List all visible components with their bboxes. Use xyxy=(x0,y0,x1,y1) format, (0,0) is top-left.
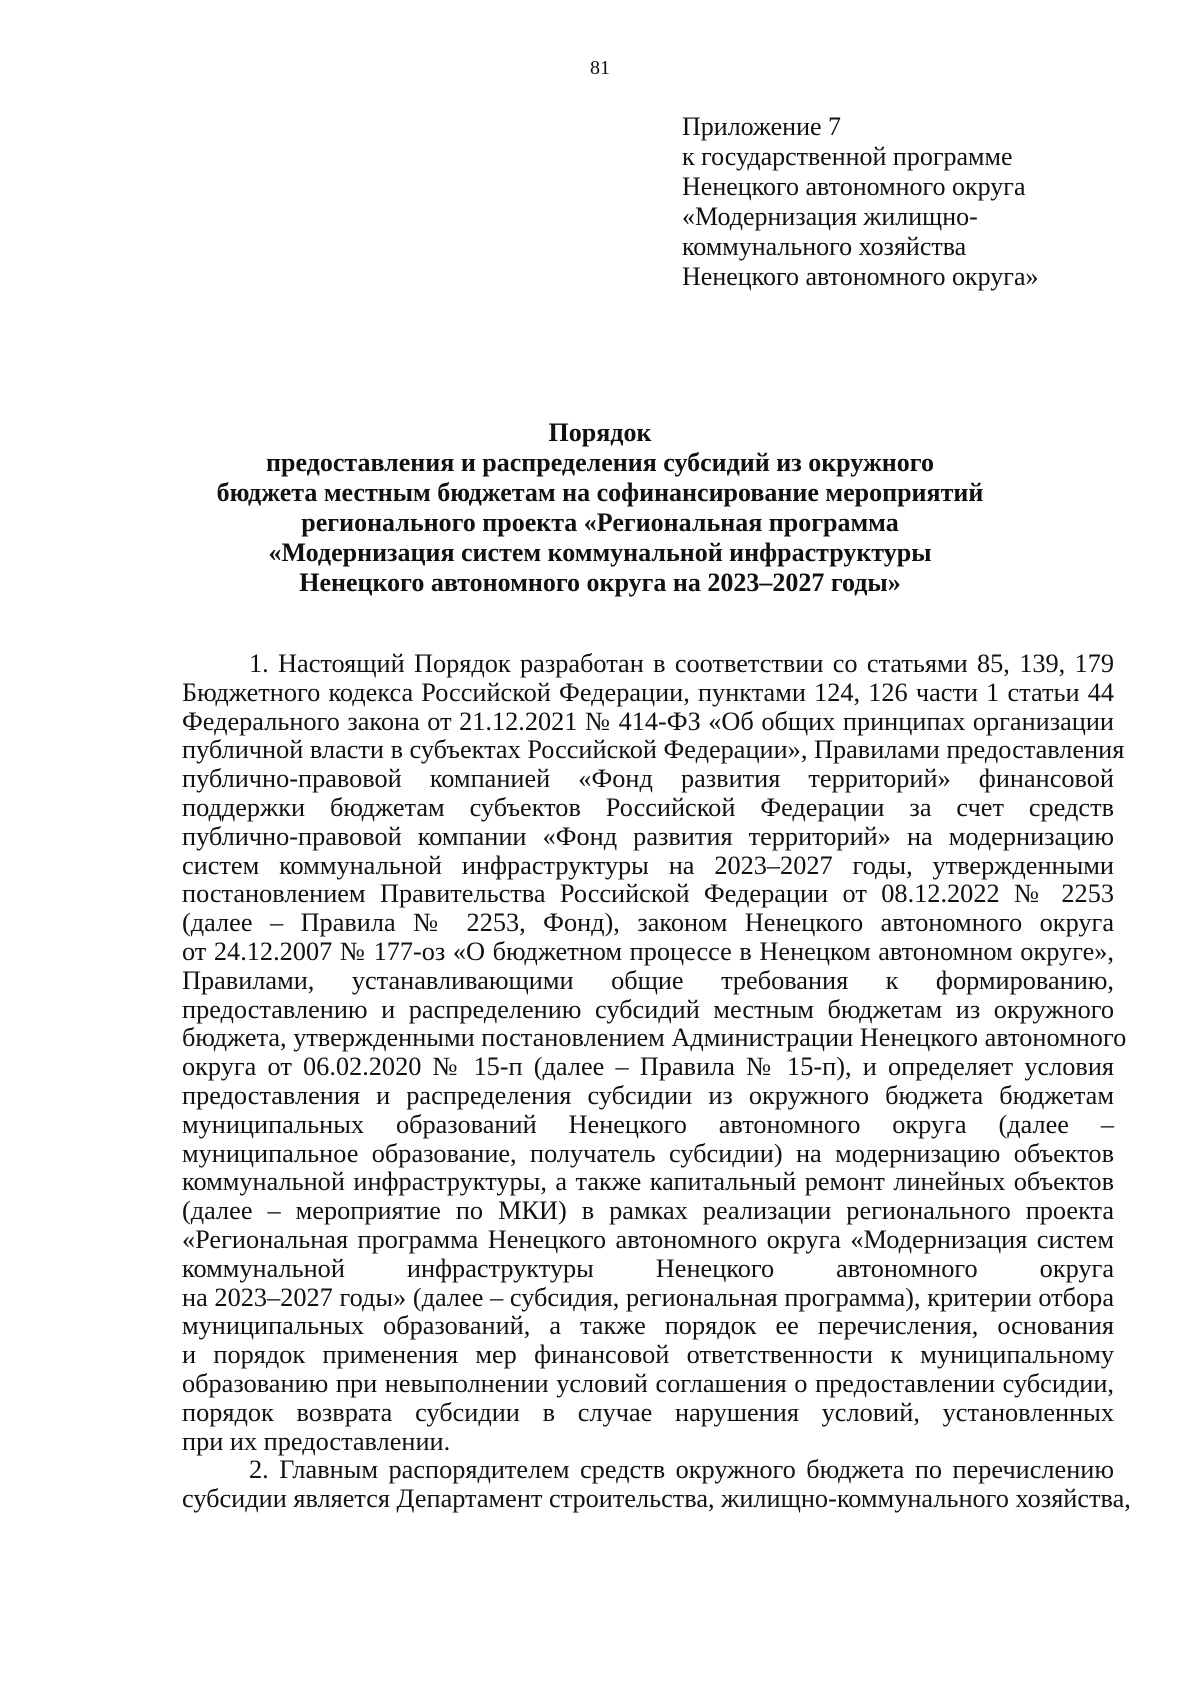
paragraph-line: при их предоставлении. xyxy=(182,1426,451,1456)
appendix-line: Приложение 7 xyxy=(682,112,842,141)
paragraph-line: коммунальной инфраструктуры, а также капитальный ремонт линейных объектов xyxy=(182,1167,1114,1197)
paragraph-line: муниципальных образований, а также порядок ее перечисления, основания xyxy=(182,1311,1114,1341)
title-line: Ненецкого автономного округа на 2023–2027 годы» xyxy=(299,568,901,597)
paragraph-line: коммунальной инфраструктуры Ненецкого автономного округа xyxy=(182,1253,1114,1283)
paragraph-line: постановлением Правительства Российской Федерации от 08.12.2022 № 2253 xyxy=(182,879,1114,909)
document-body xyxy=(182,649,1131,1514)
paragraph-line: образованию при невыполнении условий соглашения о предоставлении субсидии, xyxy=(182,1368,1114,1398)
paragraph-line: «Региональная программа Ненецкого автономного округа «Модернизация систем xyxy=(182,1224,1114,1254)
paragraph-line: порядок возврата субсидии в случае нарушения условий, установленных xyxy=(182,1397,1114,1427)
appendix-line: коммунального хозяйства xyxy=(682,232,967,261)
paragraph-line: 1. Настоящий Порядок разработан в соответствии со статьями 85, 139, 179 xyxy=(249,649,1114,678)
paragraph-line: Бюджетного кодекса Российской Федерации, пунктами 124, 126 части 1 статьи 44 xyxy=(182,677,1114,707)
title-line: предоставления и распределения субсидий из окружного xyxy=(266,448,934,477)
paragraph-line: систем коммунальной инфраструктуры на 2023–2027 годы, утвержденными xyxy=(182,850,1114,880)
paragraph xyxy=(182,649,1127,1456)
paragraph-line: муниципальное образование, получатель субсидии) на модернизацию объектов xyxy=(182,1138,1114,1168)
paragraph-line: от 24.12.2007 № 177-оз «О бюджетном процессе в Ненецком автономном округе», xyxy=(182,936,1114,966)
paragraph-line: округа от 06.02.2020 № 15-п (далее – Правила № 15-п), и определяет условия xyxy=(182,1052,1114,1082)
document-title xyxy=(150,418,1050,598)
paragraph-line: публично-правовой компанией «Фонд развития территорий» финансовой xyxy=(182,764,1114,794)
paragraph-line: 2. Главным распорядителем средств окружного бюджета по перечислению xyxy=(249,1455,1114,1485)
title-line: «Модернизация систем коммунальной инфраструктуры xyxy=(268,538,932,567)
paragraph-line: (далее – Правила № 2253, Фонд), законом Ненецкого автономного округа xyxy=(182,908,1114,938)
paragraph-line: муниципальных образований Ненецкого автономного округа (далее – xyxy=(182,1109,1114,1139)
paragraph-line: Правилами, устанавливающими общие требования к формированию, xyxy=(182,965,1114,995)
paragraph-line: поддержки бюджетам субъектов Российской Федерации за счет средств xyxy=(182,792,1114,822)
title-line: Порядок xyxy=(548,418,652,447)
paragraph-line: предоставлению и распределению субсидий местным бюджетам из окружного xyxy=(182,994,1114,1024)
paragraph-line: публичной власти в субъектах Российской Федерации», Правилами предоставления xyxy=(182,735,1125,765)
title-line: регионального проекта «Региональная программа xyxy=(301,508,899,537)
paragraph-line: и порядок применения мер финансовой ответственности к муниципальному xyxy=(182,1340,1114,1370)
paragraph-line: субсидии является Департамент строительства, жилищно-коммунального хозяйства, xyxy=(182,1484,1131,1514)
appendix-reference xyxy=(682,112,1182,292)
paragraph-line: на 2023–2027 годы» (далее – субсидия, региональная программа), критерии отбора xyxy=(182,1282,1114,1312)
appendix-line: «Модернизация жилищно- xyxy=(682,202,978,231)
appendix-line: Ненецкого автономного округа xyxy=(682,172,1026,201)
paragraph xyxy=(182,1455,1131,1514)
paragraph-line: Федерального закона от 21.12.2021 № 414-ФЗ «Об общих принципах организации xyxy=(182,706,1114,736)
paragraph-line: бюджета, утвержденными постановлением Администрации Ненецкого автономного xyxy=(182,1023,1127,1053)
paragraph-line: предоставления и распределения субсидии из окружного бюджета бюджетам xyxy=(182,1080,1114,1110)
appendix-line: к государственной программе xyxy=(682,142,1013,171)
appendix-line: Ненецкого автономного округа» xyxy=(682,262,1039,291)
paragraph-line: публично-правовой компании «Фонд развития территорий» на модернизацию xyxy=(182,821,1114,851)
title-line: бюджета местным бюджетам на софинансирование мероприятий xyxy=(216,478,984,507)
paragraph-line: (далее – мероприятие по МКИ) в рамках реализации регионального проекта xyxy=(182,1196,1114,1226)
page-number: 81 xyxy=(590,57,610,79)
